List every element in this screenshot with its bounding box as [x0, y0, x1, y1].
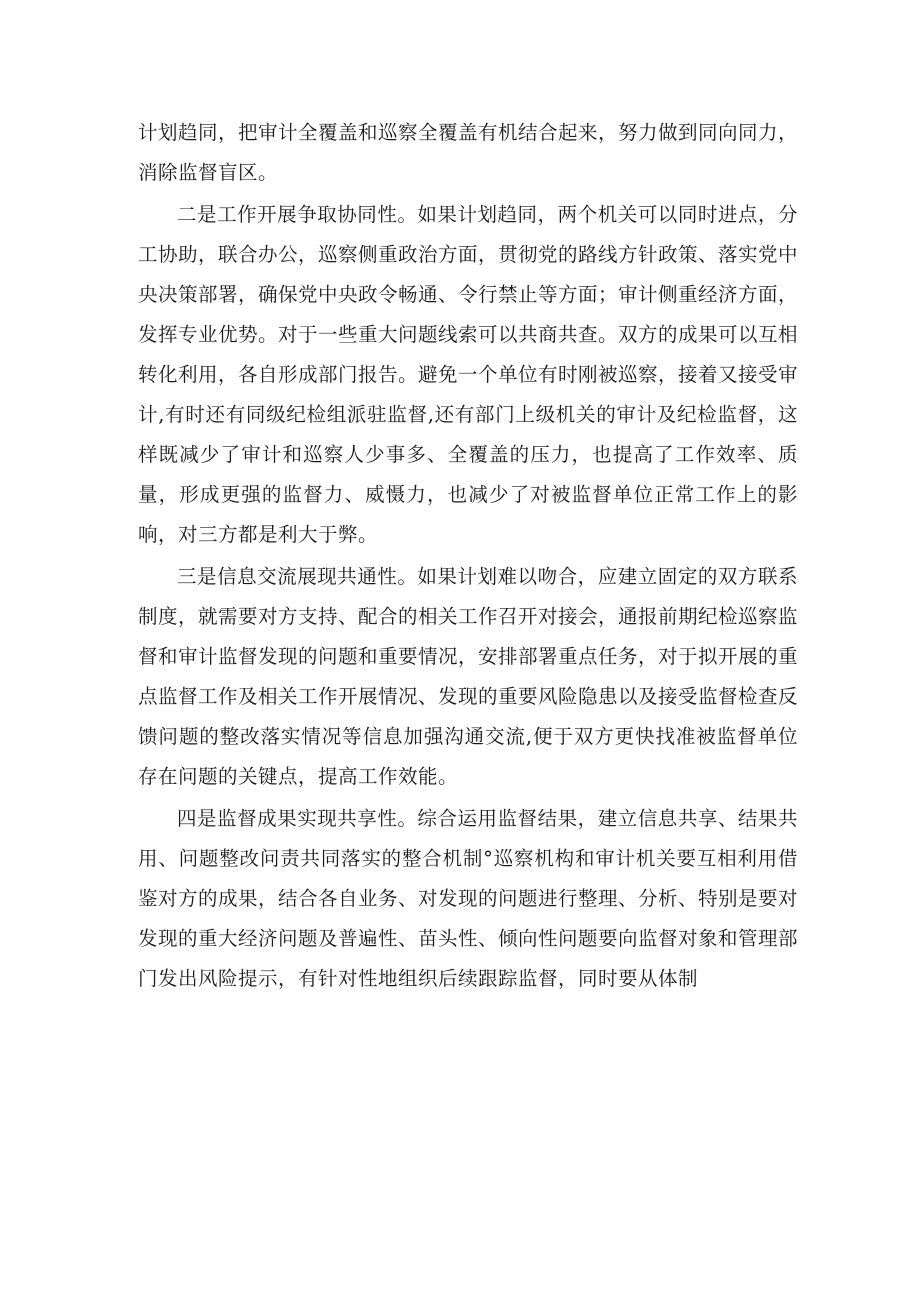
paragraph-2: 二是工作开展争取协同性。如果计划趋同，两个机关可以同时进点，分工协助，联合办公，巡察侧重政治方面，贯彻党的路线方针政策、落实党中央决策部署，确保党中央政令畅通、令行禁止等方面；审计侧重经济方面，发挥专业优势。对于一些重大问题线索可以共商共查。双方的成果可以互相转化利用，各自形成部门报告。避免一个单位有时刚被巡察，接着又接受审计,有时还有同级纪检组派驻监督,还有部门上级机关的审计及纪检监督，这样既减少了审计和巡察人少事多、全覆盖的压力，也提高了工作效率、质量，形成更强的监督力、威慑力，也减少了对被监督单位正常工作上的影响，对三方都是利大于弊。: [138, 203, 799, 546]
paragraph-1: 计划趋同，把审计全覆盖和巡察全覆盖有机结合起来，努力做到同向同力，消除监督盲区。: [138, 121, 799, 184]
document-body: [138, 113, 798, 999]
paragraph-3: 三是信息交流展现共通性。如果计划难以吻合，应建立固定的双方联系制度，就需要对方支持、配合的相关工作召开对接会，通报前期纪检巡察监督和审计监督发现的问题和重要情况，安排部署重点任务，对于拟开展的重点监督工作及相关工作开展情况、发现的重要风险隐患以及接受监督检查反馈问题的整改落实情况等信息加强沟通交流,便于双方更快找准被监督单位存在问题的关键点，提高工作效能。: [138, 565, 799, 788]
paragraph-4: 四是监督成果实现共享性。综合运用监督结果，建立信息共享、结果共用、问题整改问责共同落实的整合机制°巡察机构和审计机关要互相利用借鉴对方的成果，结合各自业务、对发现的问题进行整理、分析、特别是要对发现的重大经济问题及普遍性、苗头性、倾向性问题要向监督对象和管理部门发出风险提示，有针对性地组织后续跟踪监督，同时要从体制: [138, 807, 799, 990]
